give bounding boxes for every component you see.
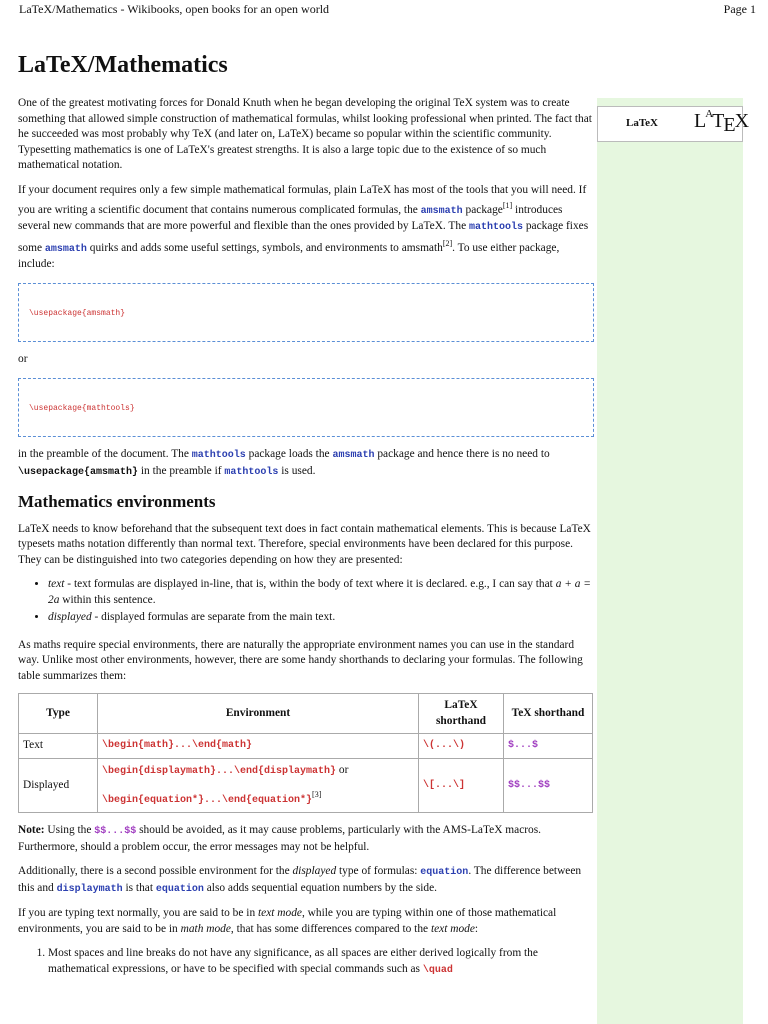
mathtools-link[interactable]: mathtools — [191, 450, 246, 462]
equation-paragraph: Additionally, there is a second possible environment for the displayed type of formulas: equation. The difference between this and displaymath is that equation also adds sequential equation numbers by the side. — [18, 865, 582, 895]
section-paragraph-1: LaTeX needs to know beforehand that the subsequent text does in fact contain mathematical elements. This is because LaTeX typesets maths notation differently than normal text. Therefore, special environments have been declared for this purpose. They can be distinguished into two categories depending on how they are presented: — [18, 522, 591, 566]
list-item: • text - text formulas are displayed in-line, that is, within the body of text where it is declared. e.g., I can say that a + a = 2a within this sentence. — [48, 577, 594, 608]
section-heading: Mathematics environments — [18, 492, 216, 512]
article-body — [18, 96, 594, 978]
ref-link-3[interactable]: [3] — [312, 790, 322, 800]
table-header: Environment — [98, 694, 419, 734]
environments-table — [18, 693, 593, 813]
window-title: LaTeX/Mathematics - Wikibooks, open books for an open world — [19, 2, 330, 16]
intro-paragraph-1: One of the greatest motivating forces for Donald Knuth when he began developing the original TeX system was to create something that allowed simple construction of mathematical formulas, whilst looking professional when printed. The fact that he succeeded was most probably why TeX (and later on, LaTeX) became so popular within the scientific community. Typesetting mathematics is one of LaTeX's greatest strengths. It is also a large topic due to the existence of so much mathematical notation. — [18, 97, 592, 171]
table-cell: Text — [19, 734, 98, 759]
note-paragraph: Note: Using the $$...$$ should be avoided, as it may cause problems, particularly with the AMS-LaTeX macros. Furthermore, should a problem occur, the error messages may not be helpful. — [18, 824, 542, 853]
amsmath-link[interactable]: amsmath — [44, 243, 87, 255]
list-item: • displayed - displayed formulas are separate from the main text. — [48, 610, 594, 626]
table-cell: \begin{displaymath}...\end{displaymath} or \begin{equation*}...\end{equation*}[3] — [98, 758, 419, 813]
code-block-mathtools: \usepackage{mathtools} — [18, 378, 594, 438]
article-title: LaTeX/Mathematics — [18, 52, 228, 78]
sidebar-label: LaTeX — [626, 117, 658, 129]
usepackage-code: \usepackage{amsmath} — [18, 466, 139, 478]
preamble-paragraph: in the preamble of the document. The mathtools package loads the amsmath package and hence there is no need to \usepackage{amsmath} in the preamble if mathtools is used. — [18, 448, 550, 478]
ref-link-1[interactable]: [1] — [502, 201, 513, 210]
table-header: TeX shorthand — [504, 694, 593, 734]
table-cell: Displayed — [19, 758, 98, 813]
table-cell: $...$ — [504, 734, 593, 759]
table-row — [19, 734, 593, 759]
mathtools-link[interactable]: mathtools — [224, 466, 279, 478]
list-item: 1. Most spaces and line breaks do not have any significance, as all spaces are either derived logically from the mathematical expressions, or have to be specified with special commands such as \quad — [48, 946, 594, 978]
intro-paragraph-2: If your document requires only a few simple mathematical formulas, plain LaTeX has most of the tools that you will need. If you are writing a scientific document that contains numerous complicated formulas, the amsmath package[1] introduces several new commands that are more powerful and flexible than the ones provided by LaTeX. The mathtools package fixes some amsmath quirks and adds some useful settings, symbols, and environments to amsmath[2]. To use either package, include: — [18, 183, 589, 271]
page-header — [0, 0, 768, 20]
table-cell: \[...\] — [419, 758, 504, 813]
or-text: or — [18, 353, 28, 366]
environment-list — [18, 577, 594, 626]
amsmath-link[interactable]: amsmath — [332, 450, 375, 462]
sidebar — [597, 98, 743, 1024]
code-block-amsmath: \usepackage{amsmath} — [18, 283, 594, 343]
mode-differences-list — [18, 946, 594, 978]
table-header-row — [19, 694, 593, 734]
table-header: Type — [19, 694, 98, 734]
section-paragraph-2: As maths require special environments, there are naturally the appropriate environment names you can use in the standard way. Unlike most other environments, however, there are some handy shorthands to declaring your formulas. The following table summarizes them: — [18, 638, 583, 682]
table-row — [19, 758, 593, 813]
mode-paragraph: If you are typing text normally, you are said to be in text mode, while you are typing within one of those mathematical environments, you are said to be in math mode, that has some differences compared to the text mode: — [18, 907, 557, 935]
mathtools-link[interactable]: mathtools — [468, 222, 523, 234]
latex-logo-box[interactable] — [597, 106, 749, 142]
amsmath-link[interactable]: amsmath — [420, 205, 463, 217]
ref-link-2[interactable]: [2] — [442, 238, 453, 248]
page-number: Page 1 — [723, 2, 756, 16]
table-cell: \begin{math}...\end{math} — [98, 734, 419, 759]
latex-logo-icon: $L^AT_EX$ — [694, 108, 749, 136]
table-header: LaTeX shorthand — [419, 694, 504, 734]
table-cell: $$...$$ — [504, 758, 593, 813]
table-cell: \(...\) — [419, 734, 504, 759]
